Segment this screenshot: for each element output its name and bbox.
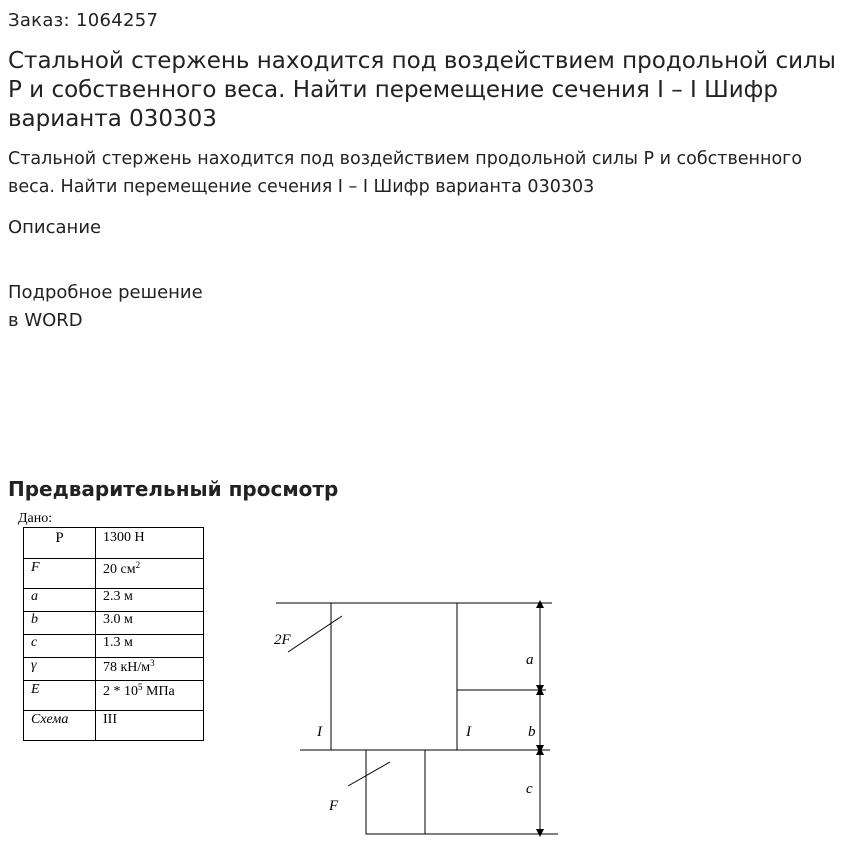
param-name: E: [24, 681, 96, 711]
param-name: a: [24, 589, 96, 612]
label-section-right: I: [466, 724, 471, 740]
param-value: 2.3 м: [96, 589, 204, 612]
table-row: [24, 658, 204, 681]
table-row: [24, 589, 204, 612]
description-text: Стальной стержень находится под воздействием продольной силы Р и собственного веса. Найти перемещение сечения I – I Шифр варианта 030303: [8, 149, 803, 197]
param-name: b: [24, 612, 96, 635]
param-value: [96, 681, 204, 711]
table-row: [24, 635, 204, 658]
param-value: [96, 658, 204, 681]
param-value: 3.0 м: [96, 612, 204, 635]
param-value-exponent: 5: [138, 682, 143, 692]
label-dim-a: a: [526, 652, 534, 668]
param-name: γ: [24, 658, 96, 681]
param-value: 1.3 м: [96, 635, 204, 658]
table-row: [24, 528, 204, 559]
label-dim-c: c: [526, 781, 533, 797]
section-description-label: Описание: [8, 217, 102, 238]
param-name: Схема: [24, 711, 96, 741]
param-value-text: 2 * 10: [103, 684, 138, 699]
param-value: III: [96, 711, 204, 741]
label-section-left: I: [317, 724, 322, 740]
label-f: F: [329, 798, 339, 814]
label-dim-b: b: [528, 724, 536, 740]
label-2f: 2F: [274, 632, 291, 648]
order-number: [8, 10, 158, 31]
param-name: c: [24, 635, 96, 658]
order-label: Заказ:: [8, 10, 70, 31]
solution-line-1: Подробное решение: [8, 282, 203, 303]
rod-scheme-diagram: [260, 590, 570, 845]
param-value-text: 78 кН/м: [103, 660, 151, 675]
preview-heading: Предварительный просмотр: [8, 477, 339, 501]
table-row: [24, 612, 204, 635]
param-name: F: [24, 559, 96, 589]
wide-rod-segment: [331, 603, 457, 750]
solution-note: [8, 279, 203, 335]
param-value-unit: МПа: [142, 684, 175, 699]
given-label: Дано:: [18, 511, 53, 526]
param-value-text: 20 см: [103, 562, 136, 577]
page-title: Стальной стержень находится под воздействием продольной силы Р и собственного веса. Найти перемещение сечения I – I Шифр варианта 030303: [8, 48, 836, 132]
given-parameters-table: [23, 527, 204, 741]
param-name: P: [24, 528, 96, 559]
param-value-exponent: 2: [135, 560, 141, 570]
narrow-rod-segment: [366, 750, 425, 834]
param-value: 1300 Н: [96, 528, 204, 559]
table-row: [24, 711, 204, 741]
leader-line-2f: [288, 616, 342, 652]
solution-line-2: в WORD: [8, 310, 83, 331]
order-value: 1064257: [75, 10, 159, 31]
table-row: [24, 559, 204, 589]
leader-line-f: [348, 762, 390, 786]
param-value-exponent: 3: [150, 658, 155, 668]
table-row: [24, 681, 204, 711]
param-value: [96, 559, 204, 589]
